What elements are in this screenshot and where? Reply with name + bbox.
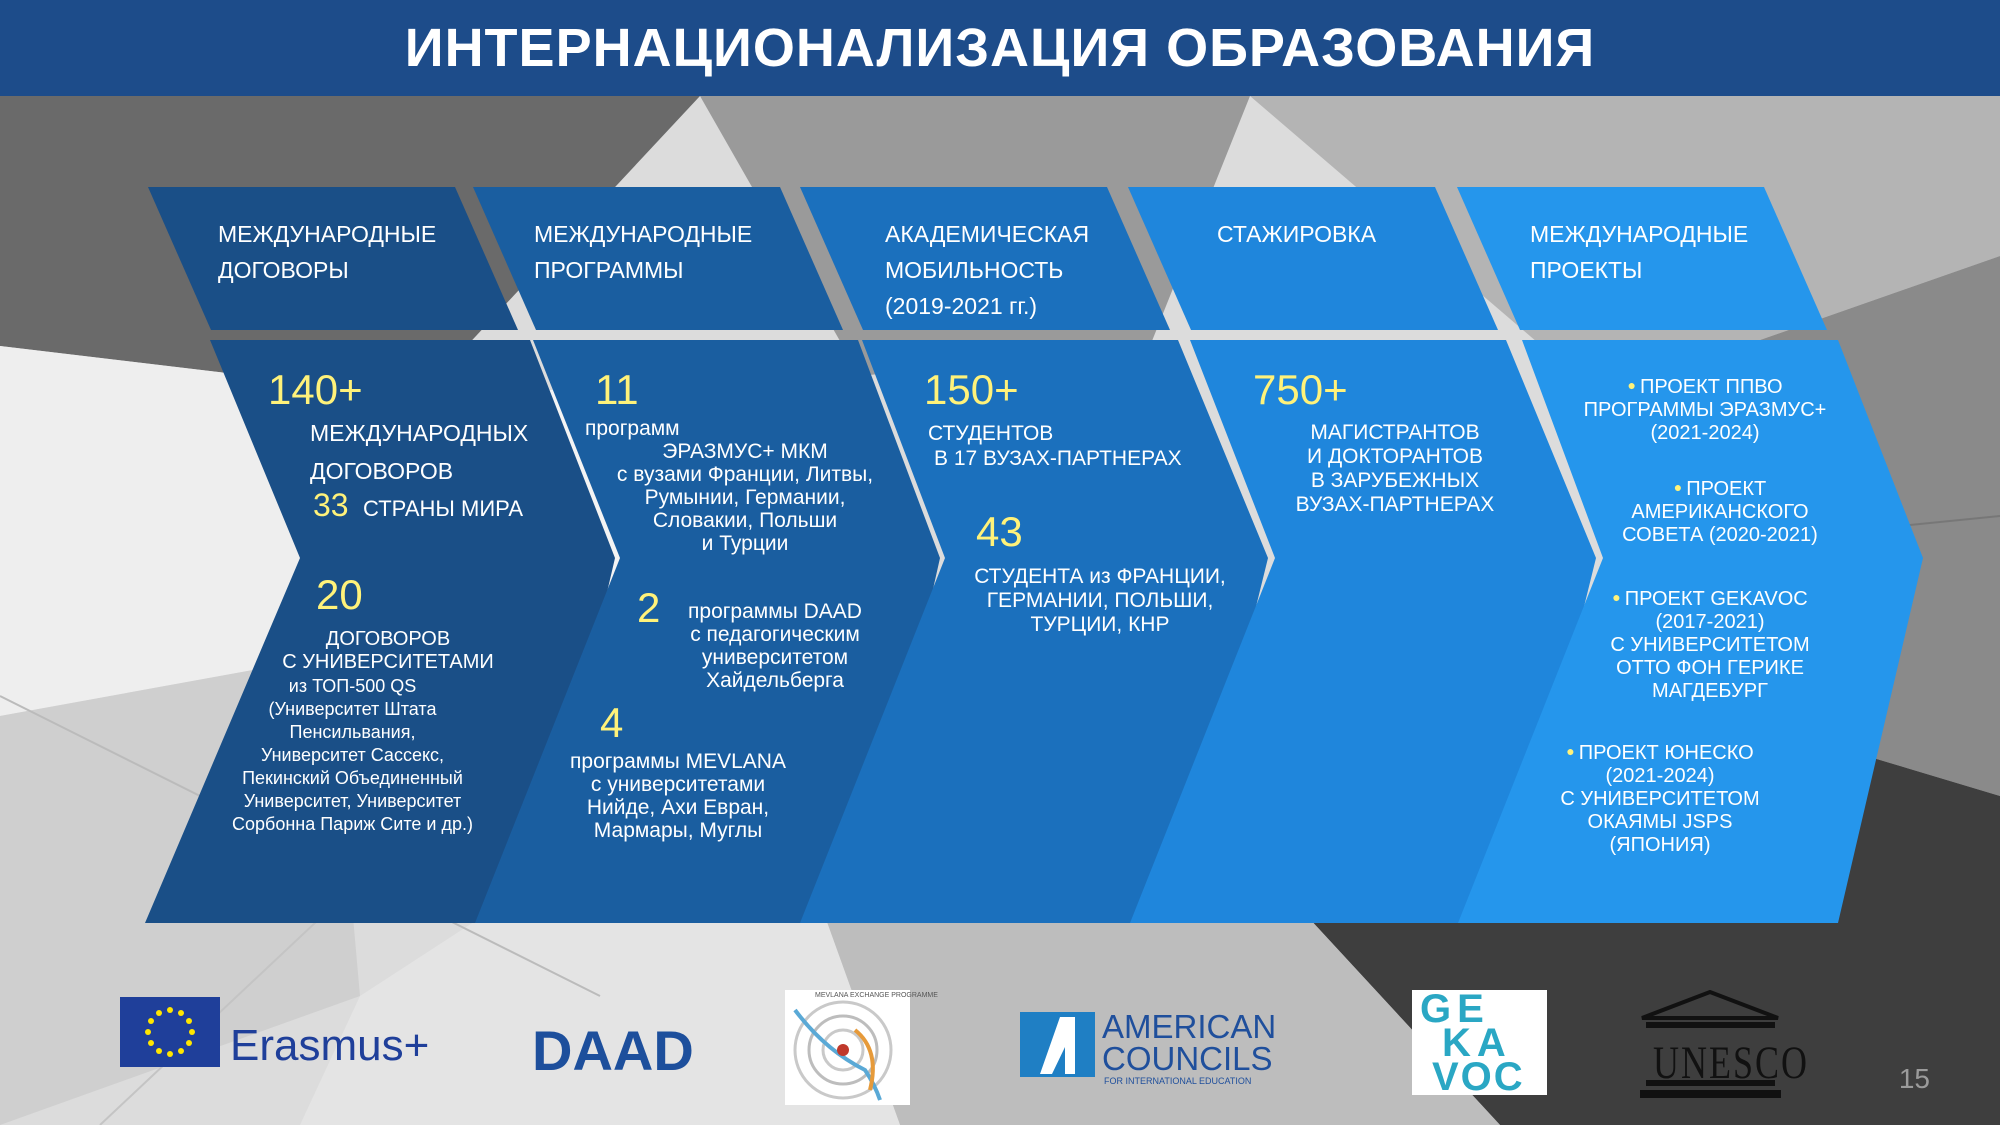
stat-countries-label: СТРАНЫ МИРА: [363, 496, 524, 521]
american-councils-line-3: FOR INTERNATIONAL EDUCATION: [1104, 1076, 1252, 1086]
stat-students-label: СТУДЕНТОВ В 17 ВУЗАХ-ПАРТНЕРАХ: [928, 422, 1182, 471]
eu-flag-icon: [120, 997, 220, 1067]
stat-erasmus-count: 11: [595, 366, 639, 413]
mevlana-logo: [785, 990, 938, 1105]
stat-agreements-count: 140+: [268, 366, 363, 413]
stat-incoming-students-count: 43: [976, 508, 1023, 555]
project-american-councils: ● ПРОЕКТ АМЕРИКАНСКОГО СОВЕТА (2020-2021): [1580, 476, 1860, 547]
american-councils-line-2: COUNCILS: [1102, 1040, 1273, 1077]
erasmus-logo: [120, 995, 460, 1070]
stat-mevlana-label: программы MEVLANA с университетами Нийде, Ахи Евран, Мармары, Муглы: [570, 750, 786, 842]
mevlana-logo-text: MEVLANA EXCHANGE PROGRAMME: [815, 992, 938, 999]
stat-daad-label: программы DAAD с педагогическим университетом Хайдельберга: [688, 600, 862, 692]
header-international-projects: МЕЖДУНАРОДНЫЕ ПРОЕКТЫ: [1530, 221, 1749, 283]
gekavoc-line-2: KA: [1442, 1021, 1512, 1065]
daad-logo: DAAD: [532, 1019, 694, 1082]
mevlana-emblem-icon: [785, 990, 910, 1105]
unesco-logo: [1638, 990, 1810, 1100]
header-international-programs: МЕЖДУНАРОДНЫЕ ПРОГРАММЫ: [534, 221, 753, 283]
stat-daad-count: 2: [637, 584, 661, 631]
top-universities-list: из ТОП-500 QS (Университет Штата Пенсильвания, Университет Сассекс, Пекинский Объединенный Университет, Университет Сорбонна Париж Сите и др.): [232, 676, 473, 834]
stat-erasmus-label: программ ЭРАЗМУС+ МКМ с вузами Франции, Литвы, Румынии, Германии, Словакии, Польши и Турции: [585, 417, 874, 555]
header-internship: СТАЖИРОВКА: [1217, 221, 1377, 247]
stat-mevlana-count: 4: [600, 699, 624, 746]
stat-masters-label: МАГИСТРАНТОВ И ДОКТОРАНТОВ В ЗАРУБЕЖНЫХ ВУЗАХ-ПАРТНЕРАХ: [1295, 421, 1495, 516]
stat-agreements-label: МЕЖДУНАРОДНЫХ ДОГОВОРОВ: [310, 420, 529, 484]
stat-countries: [313, 486, 523, 524]
header-chevron-4: [1128, 187, 1498, 330]
gekavoc-logo: [1412, 987, 1547, 1099]
stat-incoming-students-label: СТУДЕНТА из ФРАНЦИИ, ГЕРМАНИИ, ПОЛЬШИ, ТУРЦИИ, КНР: [974, 565, 1226, 636]
stat-students-count: 150+: [924, 366, 1019, 413]
stat-top-universities-label: ДОГОВОРОВ С УНИВЕРСИТЕТАМИ: [282, 628, 494, 673]
stat-masters-count: 750+: [1253, 366, 1348, 413]
header-international-agreements: МЕЖДУНАРОДНЫЕ ДОГОВОРЫ: [218, 221, 437, 283]
header-academic-mobility: АКАДЕМИЧЕСКАЯ МОБИЛЬНОСТЬ (2019-2021 гг.): [885, 221, 1090, 319]
stat-top-universities-count: 20: [316, 571, 363, 618]
american-councils-line-1: AMERICAN: [1102, 1008, 1277, 1045]
page-number: 15: [1898, 1063, 1930, 1094]
erasmus-logo-text: Erasmus+: [230, 1021, 430, 1070]
slide-title: ИНТЕРНАЦИОНАЛИЗАЦИЯ ОБРАЗОВАНИЯ: [404, 18, 1596, 78]
unesco-logo-text: UNESCO: [1653, 1036, 1810, 1089]
project-gekavoc: ● ПРОЕКТ GEKAVOC (2017-2021) С УНИВЕРСИТЕТОМ ОТТО ФОН ГЕРИКЕ МАГДЕБУРГ: [1555, 586, 1865, 703]
project-unesco: ● ПРОЕКТ ЮНЕСКО (2021-2024) С УНИВЕРСИТЕТОМ ОКАЯМЫ JSPS (ЯПОНИЯ): [1505, 740, 1815, 857]
american-councils-logo: [1020, 1010, 1310, 1085]
gekavoc-line-3: VOC: [1432, 1055, 1525, 1099]
stat-countries-count: 33: [313, 487, 349, 523]
american-councils-emblem-icon: [1020, 1012, 1095, 1077]
gekavoc-line-1: GE: [1420, 987, 1490, 1031]
project-erasmus: ● ПРОЕКТ ППВО ПРОГРАММЫ ЭРАЗМУС+ (2021-2024): [1555, 374, 1855, 445]
